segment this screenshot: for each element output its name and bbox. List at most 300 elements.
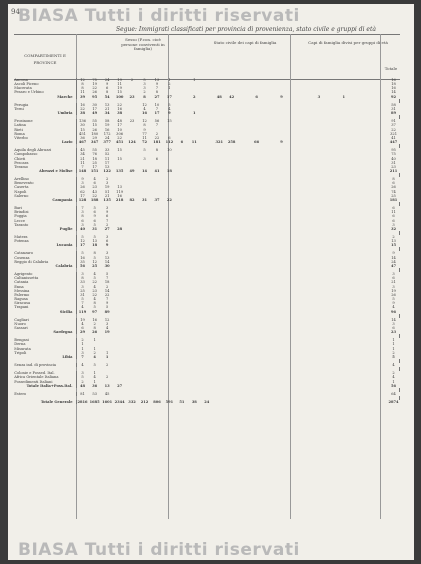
cell-value: 16 bbox=[391, 86, 396, 91]
row-label: Cosenza bbox=[14, 256, 76, 260]
cell-value: 2 bbox=[105, 284, 109, 289]
cell-value: 9 bbox=[392, 301, 395, 306]
cell-value: 31 bbox=[141, 197, 147, 202]
cell-value: 136 bbox=[79, 119, 86, 124]
row-label: Matera bbox=[14, 235, 76, 239]
cell-value: 9 bbox=[93, 214, 96, 219]
row-label: Marche bbox=[14, 95, 76, 99]
cell-value: 2 bbox=[168, 82, 171, 87]
cell-value: 7 bbox=[105, 297, 109, 302]
cell-value: 16 bbox=[80, 102, 85, 107]
cell-value: 1 bbox=[93, 338, 96, 343]
cell-value: 135 bbox=[103, 197, 111, 202]
cell-value: 77 bbox=[142, 131, 147, 136]
cell-value: 42 bbox=[229, 94, 235, 99]
cell-value: 76 bbox=[92, 152, 97, 157]
cell-value: 52 bbox=[104, 152, 110, 157]
cell-value: 26 bbox=[92, 330, 98, 335]
cell-value: 1 bbox=[105, 350, 109, 355]
cell-value: 43 bbox=[92, 189, 97, 194]
cell-value: 2 bbox=[130, 78, 134, 82]
cell-value: 321 bbox=[215, 140, 223, 145]
cell-value: 6 bbox=[168, 135, 171, 140]
cell-value: 3 bbox=[81, 371, 84, 376]
cell-value: 6 bbox=[392, 206, 395, 211]
cell-value: 4 bbox=[81, 321, 84, 326]
cell-value: 48 bbox=[79, 383, 85, 388]
cell-value: 19 bbox=[117, 78, 122, 82]
cell-value: 6 bbox=[93, 218, 96, 223]
cell-value: 17 bbox=[79, 243, 85, 248]
cell-value: 33 bbox=[80, 280, 85, 285]
cell-value: 6 bbox=[392, 325, 395, 330]
cell-value: 3 bbox=[81, 222, 84, 227]
cell-value: 1 bbox=[93, 371, 96, 376]
cell-value: 34 bbox=[80, 152, 85, 157]
cell-value: 12 bbox=[142, 102, 147, 107]
cell-value: 14 bbox=[391, 90, 396, 95]
cell-value: 23 bbox=[129, 119, 135, 124]
cell-value: 4 bbox=[81, 305, 84, 310]
data-table bbox=[14, 78, 400, 404]
cell-value: 8 bbox=[155, 90, 159, 95]
cell-value: 48 bbox=[216, 94, 222, 99]
cell-value: 13 bbox=[154, 78, 160, 82]
cell-value: 5 bbox=[93, 235, 96, 239]
header-age-group: Capi di famiglia divisi per gruppi di età bbox=[308, 40, 388, 45]
cell-value: 148 bbox=[78, 168, 87, 173]
cell-value: 112 bbox=[165, 140, 174, 145]
cell-value: 17 bbox=[104, 160, 110, 165]
row-label: Siracusa bbox=[14, 301, 76, 305]
cell-value: 35 bbox=[80, 259, 85, 264]
cell-value: 51 bbox=[179, 400, 185, 404]
cell-value: 10 bbox=[154, 102, 160, 107]
cell-value: 19 bbox=[80, 317, 85, 322]
watermark-bottom: BIASA Tutti i diritti riservati bbox=[18, 540, 300, 560]
row-label: Nuoro bbox=[14, 322, 76, 326]
cell-value: 2 bbox=[81, 379, 84, 384]
cell-value: 4 bbox=[105, 325, 109, 330]
cell-value: 3 bbox=[143, 156, 146, 161]
cell-value: 4 bbox=[93, 354, 96, 359]
row-label: Umbria bbox=[14, 111, 76, 115]
cell-value: 4 bbox=[392, 363, 395, 368]
cell-value: 119 bbox=[78, 309, 87, 314]
cell-value: 37 bbox=[391, 123, 396, 128]
cell-value: 2 bbox=[81, 338, 84, 343]
cell-value: 22 bbox=[166, 197, 172, 202]
cell-value: 9 bbox=[105, 301, 109, 306]
cell-value bbox=[263, 400, 275, 404]
cell-value: 15 bbox=[80, 127, 85, 132]
cell-value: 34 bbox=[104, 111, 110, 116]
cell-value: 3 bbox=[105, 206, 109, 211]
cell-value: 97 bbox=[92, 309, 98, 314]
row-label: Totale Generale bbox=[14, 400, 76, 404]
row-label: Sicilia bbox=[14, 310, 76, 314]
cell-value: 13 bbox=[104, 164, 110, 169]
cell-value: 2 bbox=[105, 375, 109, 380]
row-label: Caltanissetta bbox=[14, 276, 76, 280]
cell-value: 7 bbox=[155, 106, 159, 111]
cell-value: 15 bbox=[117, 90, 122, 95]
cell-value: 122 bbox=[103, 168, 111, 173]
cell-value: 2874 bbox=[388, 400, 399, 404]
cell-value: 26 bbox=[92, 90, 97, 95]
cell-value bbox=[213, 400, 225, 404]
cell-value: 5 bbox=[81, 251, 84, 256]
cell-value: 4 bbox=[93, 284, 96, 289]
cell-value: 1 bbox=[392, 338, 395, 343]
cell-value: 2 bbox=[105, 222, 109, 227]
cell-value: 54 bbox=[104, 94, 110, 99]
cell-value: 211 bbox=[389, 168, 398, 173]
cell-value: 21 bbox=[80, 156, 85, 161]
cell-value: 4 bbox=[168, 106, 171, 111]
cell-value: 8 bbox=[81, 276, 84, 281]
cell-value: 218 bbox=[115, 197, 124, 202]
cell-value: 2 bbox=[143, 90, 146, 95]
cell-value: 6 bbox=[392, 214, 395, 219]
cell-value: 14 bbox=[391, 255, 396, 260]
cell-value: 12 bbox=[142, 119, 147, 124]
cell-value: 5 bbox=[143, 78, 146, 82]
cell-value: 72 bbox=[141, 140, 147, 145]
cell-value: 5 bbox=[392, 297, 395, 302]
cell-value: 21 bbox=[104, 106, 110, 111]
cell-value: 181 bbox=[153, 140, 161, 145]
cell-value: 13 bbox=[117, 185, 122, 190]
cell-value: 6 bbox=[93, 210, 96, 215]
cell-value: 19 bbox=[104, 123, 110, 128]
cell-value: 12 bbox=[104, 317, 110, 322]
cell-value: 5 bbox=[93, 363, 96, 368]
cell-value: 24 bbox=[104, 78, 110, 82]
row-label: Viterbo bbox=[14, 136, 76, 140]
cell-value: 1 bbox=[81, 342, 84, 347]
cell-value: 26 bbox=[391, 292, 396, 297]
cell-value: 37 bbox=[154, 197, 160, 202]
cell-value: 1 bbox=[342, 94, 345, 99]
cell-value: 55 bbox=[92, 119, 97, 124]
cell-value: 3 bbox=[105, 181, 109, 186]
cell-value: 19 bbox=[117, 86, 122, 91]
row-label: Rieti bbox=[14, 128, 76, 132]
cell-value bbox=[288, 400, 300, 404]
cell-value: 23 bbox=[92, 288, 97, 293]
cell-value: 1 bbox=[168, 78, 171, 82]
cell-value: 13 bbox=[92, 239, 97, 244]
cell-value: 23 bbox=[92, 185, 97, 190]
cell-value: 17 bbox=[154, 111, 160, 116]
cell-value: 11 bbox=[80, 160, 85, 165]
cell-value: 19 bbox=[104, 330, 110, 335]
cell-value: 47 bbox=[391, 263, 397, 268]
cell-value: 180 bbox=[91, 131, 99, 136]
cell-value: 49 bbox=[129, 168, 135, 173]
row-label: Tripoli bbox=[14, 351, 76, 355]
cell-value: 5 bbox=[392, 354, 395, 359]
cell-value: 75 bbox=[391, 152, 396, 157]
row-label: Campania bbox=[14, 198, 76, 202]
cell-value: 2816 bbox=[77, 400, 88, 404]
cell-value: 1 bbox=[392, 379, 395, 384]
cell-value: 8 bbox=[93, 325, 96, 330]
cell-value: 19 bbox=[391, 288, 396, 293]
cell-value: 258 bbox=[227, 140, 236, 145]
row-label: Caserta bbox=[14, 185, 76, 189]
cell-value: 28 bbox=[117, 226, 123, 231]
cell-value: 2344 bbox=[114, 400, 125, 404]
cell-value: 89 bbox=[391, 111, 397, 116]
cell-value: 96 bbox=[391, 309, 397, 314]
cell-value: 51 bbox=[104, 189, 110, 194]
cell-value: 806 bbox=[153, 400, 161, 404]
row-label: Cagliari bbox=[14, 318, 76, 322]
cell-value bbox=[300, 400, 312, 404]
cell-value: 8 bbox=[155, 148, 159, 153]
row-label: Misurata bbox=[14, 347, 76, 351]
cell-value: 3 bbox=[105, 251, 109, 256]
cell-value: 32 bbox=[391, 226, 397, 231]
cell-value: 18 bbox=[104, 280, 110, 285]
cell-value: 9 bbox=[168, 111, 171, 116]
row-label: Catania bbox=[14, 280, 76, 284]
cell-value bbox=[250, 400, 262, 404]
row-label: Avellino bbox=[14, 177, 76, 181]
cell-value: 17 bbox=[166, 94, 172, 99]
row-label: Potenza bbox=[14, 239, 76, 243]
cell-value: 2 bbox=[93, 321, 96, 326]
cell-value: 58 bbox=[104, 119, 110, 124]
row-label: Bari bbox=[14, 206, 76, 210]
cell-value: 16 bbox=[391, 78, 396, 82]
cell-value: 181 bbox=[389, 197, 398, 202]
cell-value: 7 bbox=[81, 164, 84, 169]
cell-value bbox=[313, 400, 325, 404]
cell-value: 24 bbox=[104, 135, 110, 140]
row-label: Bengasi bbox=[14, 338, 76, 342]
cell-value: 48 bbox=[117, 119, 122, 124]
cell-value: 332 bbox=[128, 400, 136, 404]
cell-value: 22 bbox=[92, 86, 97, 91]
cell-value: 91 bbox=[391, 119, 396, 124]
cell-value: 3 bbox=[392, 284, 395, 289]
cell-value: 18 bbox=[92, 243, 98, 248]
cell-value: 9 bbox=[105, 210, 109, 215]
cell-value: 41 bbox=[391, 135, 396, 140]
cell-value: 377 bbox=[103, 140, 111, 145]
row-label: Latina bbox=[14, 123, 76, 127]
cell-value: 21 bbox=[104, 193, 110, 198]
cell-value: 306 bbox=[116, 131, 124, 136]
cell-value: 7 bbox=[81, 354, 84, 359]
cell-value bbox=[225, 400, 237, 404]
cell-value: 26 bbox=[80, 185, 85, 190]
cell-value: 24 bbox=[391, 259, 396, 264]
row-label: Roma bbox=[14, 132, 76, 136]
cell-value bbox=[362, 400, 374, 404]
row-label: Brindisi bbox=[14, 210, 76, 214]
cell-value: 2 bbox=[155, 131, 159, 136]
row-label: Campobasso bbox=[14, 152, 76, 156]
cell-value: 15 bbox=[117, 148, 122, 153]
cell-value: 75 bbox=[92, 78, 97, 82]
cell-value: 95 bbox=[92, 94, 98, 99]
cell-value: 9 bbox=[392, 251, 395, 256]
row-label: Ragusa bbox=[14, 297, 76, 301]
cell-value: 5 bbox=[93, 206, 96, 211]
row-label: Chieti bbox=[14, 157, 76, 161]
cell-value: 11 bbox=[80, 90, 85, 95]
cell-value: 6 bbox=[392, 276, 395, 281]
cell-value: 9 bbox=[105, 243, 109, 248]
cell-value: 27 bbox=[104, 226, 110, 231]
cell-value: 27 bbox=[117, 383, 123, 388]
row-label: Abruzzi e Molise bbox=[14, 169, 76, 173]
total-row bbox=[14, 400, 400, 404]
row-label: Lecce bbox=[14, 219, 76, 223]
cell-value: 13 bbox=[104, 383, 110, 388]
cell-value: 23 bbox=[391, 164, 396, 169]
cell-value: 55 bbox=[92, 148, 97, 153]
cell-value: 5 bbox=[93, 276, 96, 281]
cell-value: 1 bbox=[93, 379, 96, 384]
cell-value: 38 bbox=[79, 111, 85, 116]
cell-value: 11 bbox=[142, 135, 147, 140]
cell-value: 30 bbox=[92, 102, 97, 107]
cell-value: 36 bbox=[80, 135, 85, 140]
cell-value: 21 bbox=[391, 280, 396, 285]
cell-value: 45 bbox=[104, 391, 110, 396]
row-label: Macerata bbox=[14, 86, 76, 90]
cell-value: 16 bbox=[117, 193, 122, 198]
cell-value: 5 bbox=[93, 222, 96, 227]
cell-value: 4 bbox=[81, 363, 84, 368]
row-label: Pescara bbox=[14, 161, 76, 165]
table-title: Segue: Immigrati classificati per provincia di provenienza, stato civile e gruppi di età bbox=[116, 26, 376, 33]
cell-value: 74 bbox=[391, 189, 396, 194]
cell-value bbox=[350, 400, 362, 404]
cell-value: 1 bbox=[168, 86, 171, 91]
cell-value: 1601 bbox=[102, 400, 113, 404]
cell-value: 26 bbox=[391, 185, 396, 190]
cell-value: 7 bbox=[81, 301, 84, 306]
cell-value: 2 bbox=[105, 177, 109, 182]
cell-value: 17 bbox=[117, 123, 122, 128]
cell-value: 16 bbox=[117, 106, 122, 111]
cell-value: 451 bbox=[115, 140, 124, 145]
cell-value: 14 bbox=[391, 317, 396, 322]
cell-value: 56 bbox=[154, 119, 160, 124]
cell-value: 3 bbox=[105, 235, 109, 239]
cell-value: 467 bbox=[78, 140, 87, 145]
row-label: Sardegna bbox=[14, 330, 76, 334]
row-label: Lazio bbox=[14, 140, 76, 144]
row-label: Totale Italia+Poss.Ital. bbox=[14, 384, 76, 388]
cell-value: 92 bbox=[391, 94, 397, 99]
cell-value: 10 bbox=[167, 148, 172, 153]
cell-value: 18 bbox=[166, 168, 172, 173]
cell-value: 64 bbox=[391, 391, 396, 396]
cell-value: 25 bbox=[391, 193, 396, 198]
cell-value: 8 bbox=[392, 177, 395, 182]
cell-value: 6 bbox=[81, 325, 84, 330]
row-label: Calabria bbox=[14, 264, 76, 268]
cell-value: 25 bbox=[80, 288, 85, 293]
cell-value: 17 bbox=[80, 193, 85, 198]
cell-value bbox=[275, 400, 287, 404]
cell-value: 128 bbox=[78, 197, 87, 202]
cell-value: 16 bbox=[92, 317, 97, 322]
cell-value: 31 bbox=[80, 292, 85, 297]
cell-value bbox=[325, 400, 337, 404]
cell-value: 25 bbox=[92, 263, 98, 268]
cell-value: 3 bbox=[105, 321, 109, 326]
cell-value: 89 bbox=[104, 309, 110, 314]
row-label: Frosinone bbox=[14, 119, 76, 123]
cell-value: 119 bbox=[116, 189, 124, 194]
cell-value: 8 bbox=[143, 94, 146, 99]
cell-value: 172 bbox=[103, 131, 111, 136]
row-label: Senza ind. di provincia bbox=[14, 363, 76, 367]
cell-value: 5 bbox=[81, 375, 84, 380]
row-label: Palermo bbox=[14, 293, 76, 297]
cell-value: 3 bbox=[81, 181, 84, 186]
cell-value: 6 bbox=[81, 218, 84, 223]
cell-value: 321 bbox=[390, 131, 397, 136]
cell-value: 3 bbox=[392, 222, 395, 227]
cell-value: 2 bbox=[392, 235, 395, 239]
cell-value: 3 bbox=[392, 272, 395, 277]
cell-value: 10 bbox=[117, 127, 122, 132]
row-label: Possedimenti Italiani bbox=[14, 380, 76, 384]
row-label: Aquila degli Abruzzi bbox=[14, 148, 76, 152]
cell-value: 451 bbox=[79, 131, 86, 136]
cell-value: 6 bbox=[255, 94, 258, 99]
cell-value: 45 bbox=[80, 148, 85, 153]
cell-value: 5 bbox=[93, 305, 96, 310]
cell-value: 6 bbox=[155, 156, 159, 161]
cell-value: 1 bbox=[193, 111, 196, 116]
row-label: Catanzaro bbox=[14, 251, 76, 255]
cell-value: 3 bbox=[392, 321, 395, 326]
cell-value: 11 bbox=[391, 210, 396, 215]
cell-value: 82 bbox=[129, 197, 135, 202]
cell-value: 22 bbox=[117, 135, 122, 140]
row-label: Estero bbox=[14, 392, 76, 396]
cell-value: 135 bbox=[115, 168, 124, 173]
row-label: Sassari bbox=[14, 326, 76, 330]
cell-value: 13 bbox=[104, 102, 110, 107]
row-label: Ancona bbox=[14, 78, 76, 82]
cell-value: 22 bbox=[104, 292, 110, 297]
header-state-group: Stato civile dei capi di famiglia bbox=[213, 40, 277, 45]
row-label: Reggio di Calabria bbox=[14, 260, 76, 264]
cell-value: 9 bbox=[105, 82, 109, 87]
cell-value: 24 bbox=[204, 400, 210, 404]
cell-value: 3 bbox=[81, 350, 84, 355]
cell-value: 31 bbox=[92, 226, 98, 231]
cell-value: 27 bbox=[154, 94, 160, 99]
cell-value: 591 bbox=[165, 400, 174, 404]
row-label: Teramo bbox=[14, 165, 76, 169]
cell-value: 1 bbox=[392, 342, 395, 347]
cell-value: 17 bbox=[92, 164, 97, 169]
cell-value: 6 bbox=[392, 181, 395, 186]
cell-value: 6 bbox=[105, 86, 109, 91]
